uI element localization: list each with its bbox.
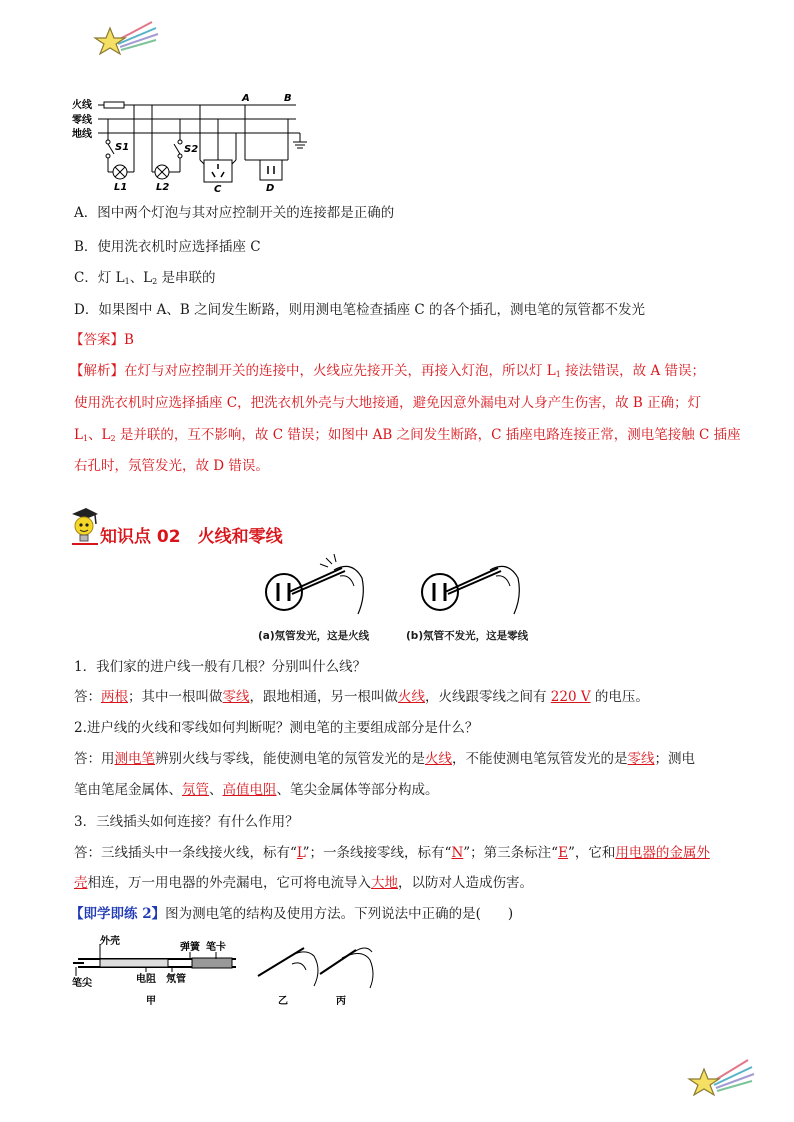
label-l2: L2	[156, 182, 170, 192]
figure-label-bing: 丙	[336, 996, 346, 1007]
figure-label-yi: 乙	[278, 996, 288, 1007]
pen-label-neon-tube: 氖管	[166, 974, 186, 985]
caption-a: (a)氖管发光，这是火线	[258, 630, 370, 642]
label-d: D	[266, 183, 275, 192]
label-c: C	[214, 184, 222, 192]
label-s2: S2	[184, 144, 199, 155]
answer: 【答案】B	[70, 332, 134, 348]
pen-label-resistor: 电阻	[136, 974, 156, 985]
caption-b: (b)氖管不发光，这是零线	[406, 630, 529, 642]
test-pen-structure-figure	[70, 930, 390, 1010]
circuit-diagram	[70, 92, 320, 192]
analysis-line-2: 使用洗衣机时应选择插座 C，把洗衣机外壳与大地接通，避免因意外漏电对人身产生伤害，故 B 正确；灯	[74, 395, 702, 411]
exercise-prompt: 【即学即练 2】图为测电笔的结构及使用方法。下列说法中正确的是( )	[70, 906, 514, 922]
option-c: C．灯 $L_1$、$L_2$ 是串联的	[74, 270, 216, 286]
answer-2-line-2: 笔由笔尾金属体、氖管、高值电阻、笔尖金属体等部分构成。	[74, 782, 439, 798]
option-d: D．如果图中 A、B 之间发生断路，则用测电笔检查插座 C 的各个插孔，测电笔的氖管都不发光	[74, 302, 645, 318]
question-2: 2.进户线的火线和零线如何判断呢？测电笔的主要组成部分是什么？	[74, 720, 479, 736]
analysis-line-4: 右孔时，氖管发光，故 D 错误。	[74, 458, 269, 474]
figure-a-test-pen-live	[262, 552, 382, 622]
option-b: B．使用洗衣机时应选择插座 C	[74, 239, 261, 255]
wire-label-ground: 地线	[72, 129, 92, 140]
pen-label-spring: 弹簧	[180, 942, 200, 953]
point-label-a: A	[242, 93, 250, 104]
answer-1: 答：两根；其中一根叫做零线，跟地相通，另一根叫做火线，火线跟零线之间有 220 V 的电压。	[74, 689, 649, 705]
figure-b-test-pen-neutral	[418, 556, 538, 626]
figure-label-jia: 甲	[146, 996, 156, 1007]
answer-2-line-1: 答：用测电笔辨别火线与零线，能使测电笔的氖管发光的是火线，不能使测电笔氖管发光的是零线；测电	[74, 751, 695, 767]
question-3: 3．三线插头如何连接？有什么作用？	[74, 814, 299, 830]
lightbulb-graduate-icon	[68, 506, 100, 546]
label-l1: L1	[114, 182, 128, 192]
star-decoration-top	[92, 16, 164, 58]
answer-3-line-2: 壳相连，万一用电器的外壳漏电，它可将电流导入大地，以防对人造成伤害。	[74, 875, 533, 891]
section-title: 知识点 02 火线和零线	[100, 527, 283, 547]
answer-3-line-1: 答：三线插头中一条线接火线，标有“L”；一条线接零线，标有“N”；第三条标注“E”，它和用电器的金属外	[74, 845, 710, 861]
pen-label-clip: 笔卡	[206, 942, 226, 953]
star-decoration-bottom	[686, 1054, 758, 1100]
pen-label-tip: 笔尖	[72, 978, 92, 989]
pen-label-shell: 外壳	[100, 936, 120, 947]
question-1: 1．我们家的进户线一般有几根？分别叫什么线？	[74, 659, 367, 675]
option-a: A．图中两个灯泡与其对应控制开关的连接都是正确的	[74, 205, 395, 221]
analysis-line-3: $L_1$、$L_2$ 是并联的，互不影响，故 C 错误；如图中 AB 之间发生断路，C 插座电路连接正常，测电笔接触 C 插座	[74, 427, 741, 443]
wire-label-live: 火线	[72, 100, 92, 111]
analysis-line-1: 【解析】在灯与对应控制开关的连接中，火线应先接开关，再接入灯泡，所以灯 $L_1$ 接法错误，故 A 错误；	[70, 363, 705, 379]
label-s1: S1	[115, 142, 130, 153]
wire-label-neutral: 零线	[72, 115, 92, 126]
point-label-b: B	[284, 93, 292, 104]
